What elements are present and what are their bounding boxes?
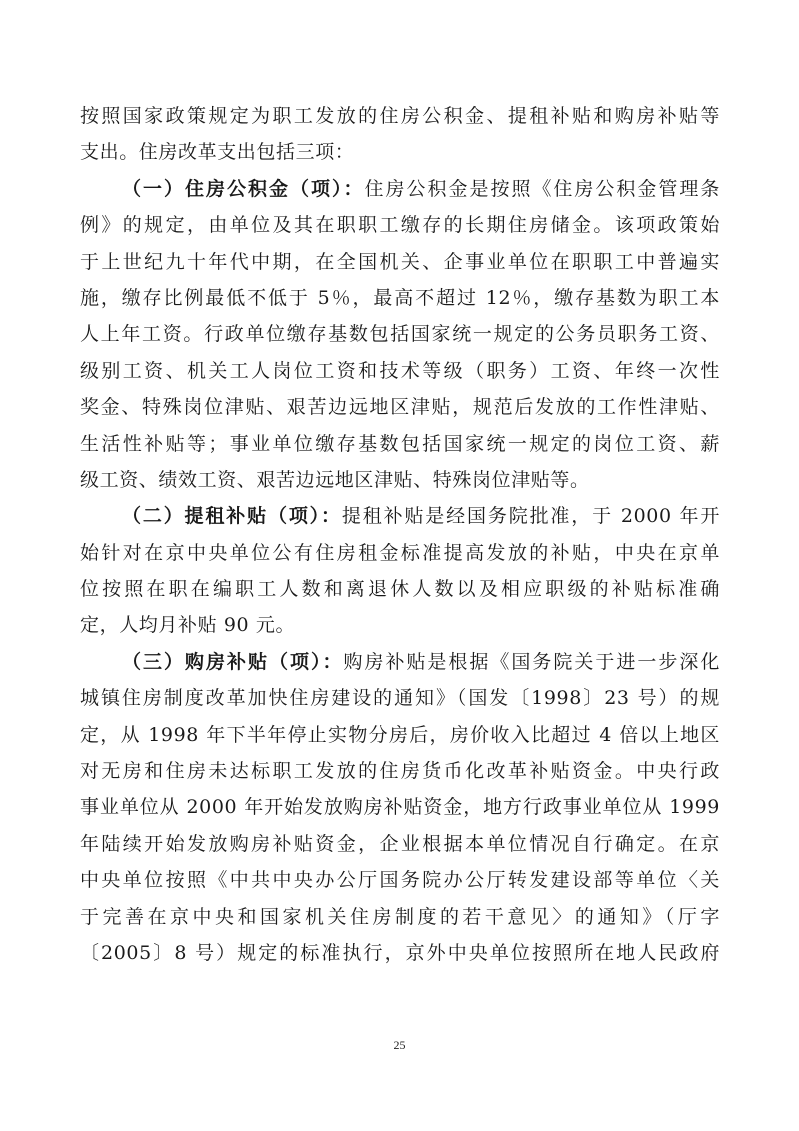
text-line: 位按照在职在编职工人数和离退休人数以及相应职级的补贴标准确 <box>80 578 720 601</box>
text-line: 支出。住房改革支出包括三项： <box>80 141 355 164</box>
text-line: 城镇住房制度改革加快住房建设的通知》（国发〔1998〕23 号）的规 <box>80 687 720 710</box>
text-line: 定，从 1998 年下半年停止实物分房后，房价收入比超过 4 倍以上地区 <box>80 723 720 746</box>
text-line: 生活性补贴等；事业单位缴存基数包括国家统一规定的岗位工资、薪 <box>80 432 720 455</box>
page-number: 25 <box>393 1038 406 1052</box>
section-heading: （二）提租补贴（项）： <box>122 505 342 528</box>
text-fragment: 提租补贴是经国务院批准，于 2000 年开 <box>341 505 720 528</box>
text-line: 按照国家政策规定为职工发放的住房公积金、提租补贴和购房补贴等 <box>80 105 720 127</box>
text-line <box>80 644 720 680</box>
text-line: 于完善在京中央和国家机关住房制度的若干意见〉的通知》（厅字 <box>80 905 720 928</box>
text-fragment: 购房补贴是根据《国务院关于进一步深化 <box>343 650 720 673</box>
text-line: 始针对在京中央单位公有住房租金标准提高发放的补贴，中央在京单 <box>80 541 720 564</box>
text-line: 奖金、特殊岗位津贴、艰苦边远地区津贴，规范后发放的工作性津贴、 <box>80 396 720 419</box>
text-line: 年陆续开始发放购房补贴资金，企业根据本单位情况自行确定。在京 <box>80 832 720 855</box>
text-fragment: 住房公积金是按照《住房公积金管理条 <box>364 177 721 200</box>
text-line: 于上世纪九十年代中期，在全国机关、企事业单位在职职工中普遍实 <box>80 250 720 273</box>
text-line: 〔2005〕8 号）规定的标准执行，京外中央单位按照所在地人民政府 <box>80 941 720 964</box>
section-heading: （一）住房公积金（项）： <box>122 177 365 200</box>
text-line: 施，缴存比例最低不低于 5％，最高不超过 12％，缴存基数为职工本 <box>80 286 720 309</box>
text-line: 人上年工资。行政单位缴存基数包括国家统一规定的公务员职务工资、 <box>80 323 720 346</box>
text-line: 事业单位从 2000 年开始发放购房补贴资金，地方行政事业单位从 1999 <box>80 796 720 819</box>
paragraph-intro <box>80 98 720 171</box>
section-heading: （三）购房补贴（项）： <box>122 650 344 673</box>
text-line: 例》的规定，由单位及其在职职工缴存的长期住房储金。该项政策始 <box>80 214 720 237</box>
paragraph-housing-fund <box>80 171 720 499</box>
text-line: 定，人均月补贴 90 元。 <box>80 614 296 637</box>
text-line <box>80 498 720 534</box>
document-body <box>80 98 720 971</box>
text-line: 级别工资、机关工人岗位工资和技术等级（职务）工资、年终一次性 <box>80 359 720 382</box>
text-line: 级工资、绩效工资、艰苦边远地区津贴、特殊岗位津贴等。 <box>80 468 590 491</box>
paragraph-purchase-subsidy <box>80 644 720 972</box>
paragraph-rent-subsidy <box>80 498 720 644</box>
text-line: 对无房和住房未达标职工发放的住房货币化改革补贴资金。中央行政 <box>80 760 720 783</box>
text-line <box>80 171 720 207</box>
text-line: 中央单位按照《中共中央办公厅国务院办公厅转发建设部等单位〈关 <box>80 869 720 892</box>
